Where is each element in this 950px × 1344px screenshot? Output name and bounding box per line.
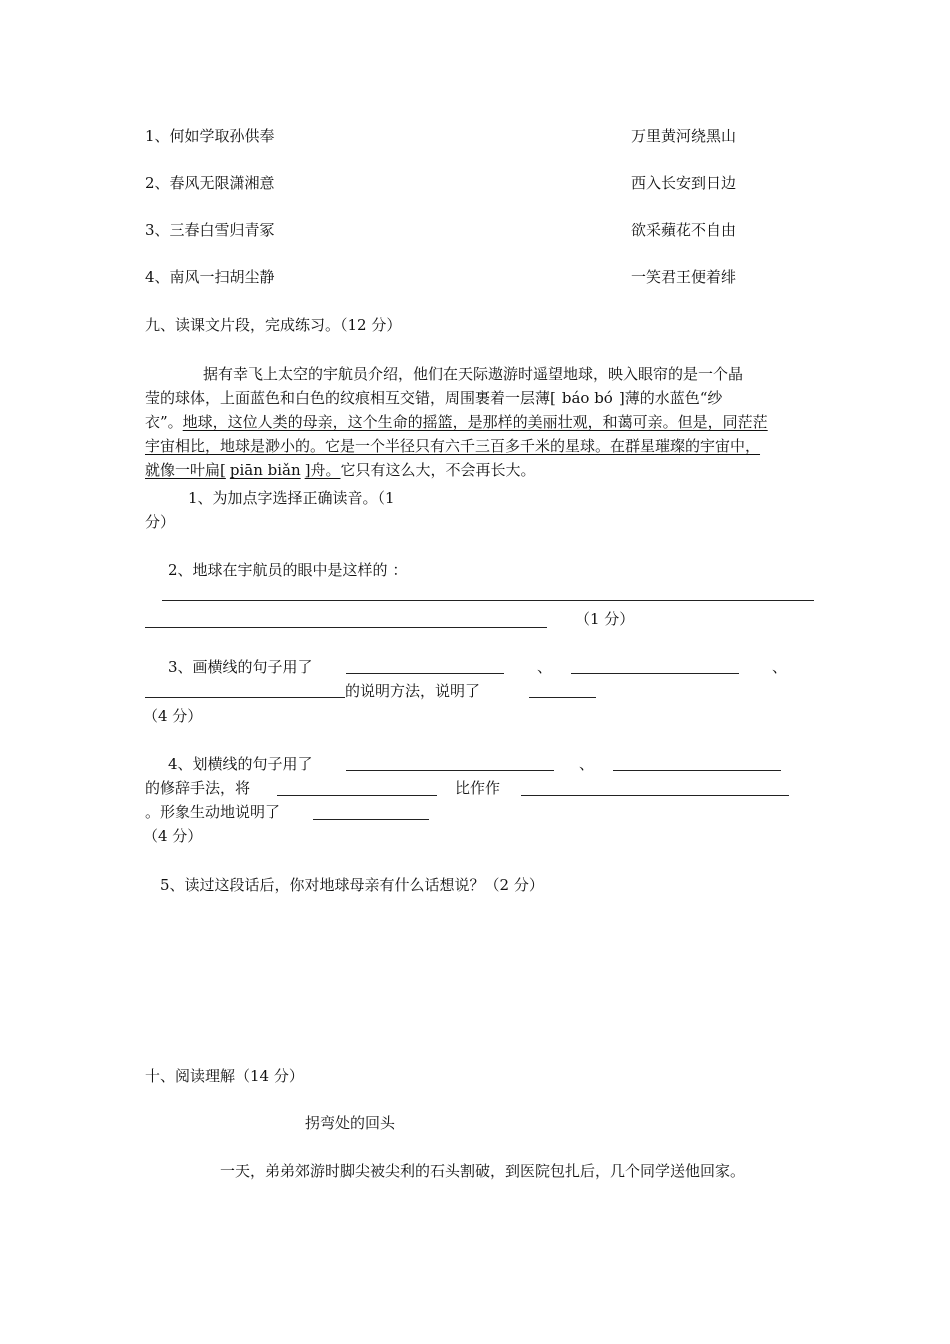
q1-score: 分） (145, 513, 176, 531)
match-left-3: 3、三春白雪归青冢 (145, 221, 275, 239)
q3-separator-2: 、 (772, 658, 788, 676)
story-first-line: 一天，弟弟郊游时脚尖被尖利的石头割破，到医院包扎后，几个同学送他回家。 (220, 1162, 746, 1180)
section-9-heading: 九、读课文片段，完成练习。（12 分） (145, 316, 402, 334)
passage-line-3-start: 衣”。 (145, 413, 183, 431)
underlined-sentence-1: 地球，这位人类的母亲，这个生命的摇篮，是那样的美丽壮观，和蔼可亲。但是，同茫茫 (182, 413, 768, 431)
story-title: 拐弯处的回头 (305, 1114, 396, 1132)
underlined-sentence-3: 就像一叶扁[ (145, 461, 226, 479)
q3-blank-3[interactable] (145, 697, 345, 698)
q4-text-2: 的修辞手法，将 (145, 779, 251, 797)
pinyin-options-bian: piān biǎn (229, 461, 301, 479)
underlined-sentence-3-end: ]舟。 (304, 461, 341, 479)
q4-text-4: 。形象生动地说明了 (145, 803, 281, 821)
q4-score: （4 分） (143, 827, 203, 845)
passage-line-2-text: 莹的球体，上面蓝色和白色的纹痕相互交错，周围裹着一层薄[ (145, 389, 556, 407)
passage-line-2-end: ]薄的水蓝色“纱 (618, 389, 723, 407)
passage-line-2 (145, 386, 810, 410)
q4-text-3: 比作作 (455, 779, 501, 797)
match-right-4: 一笑君王便着绯 (631, 268, 737, 286)
passage (145, 362, 810, 482)
q2-answer-line-2[interactable] (145, 627, 547, 628)
underlined-sentence-2: 宇宙相比，地球是渺小的。它是一个半径只有六千三百多千米的星球。在群星璀璨的宇宙中， (145, 437, 761, 455)
section-10-heading: 十、阅读理解（14 分） (145, 1067, 304, 1085)
q3-score: （4 分） (143, 707, 203, 725)
q4-blank-1[interactable] (346, 770, 554, 771)
match-right-2: 西入长安到日边 (631, 174, 737, 192)
q5-text: 5、读过这段话后，你对地球母亲有什么话想说？（2 分） (160, 876, 544, 894)
match-left-2: 2、春风无限潇湘意 (145, 174, 275, 192)
q3-blank-2[interactable] (571, 673, 739, 674)
passage-line-5 (145, 458, 810, 482)
q3-blank-4[interactable] (529, 697, 596, 698)
q4-text: 4、划横线的句子用了 (168, 755, 313, 773)
match-left-4: 4、南风一扫胡尘静 (145, 268, 275, 286)
pinyin-options-bao: báo bó (561, 389, 613, 407)
q4-blank-4[interactable] (521, 795, 789, 796)
q1-text: 1、为加点字选择正确读音。（1 (188, 489, 395, 507)
match-right-1: 万里黄河绕黑山 (631, 127, 737, 145)
match-right-3: 欲采蘋花不自由 (631, 221, 737, 239)
q2-score: （1 分） (575, 610, 635, 628)
q2-text: 2、地球在宇航员的眼中是这样的 ： (168, 561, 408, 579)
q4-separator: 、 (579, 755, 595, 773)
q4-blank-2[interactable] (613, 770, 781, 771)
passage-line-1: 据有幸飞上太空的宇航员介绍，他们在天际遨游时遥望地球，映入眼帘的是一个晶 (203, 365, 744, 383)
q3-text-2: 的说明方法，说明了 (345, 682, 481, 700)
q4-blank-5[interactable] (313, 819, 429, 820)
match-left-1: 1、何如学取孙供奉 (145, 127, 275, 145)
q3-blank-1[interactable] (346, 673, 504, 674)
passage-line-5-end: 它只有这么大，不会再长大。 (340, 461, 536, 479)
q4-blank-3[interactable] (277, 795, 437, 796)
passage-line-3 (145, 410, 810, 434)
q3-text: 3、画横线的句子用了 (168, 658, 313, 676)
q2-answer-line-1[interactable] (162, 600, 814, 601)
q3-separator-1: 、 (537, 658, 553, 676)
